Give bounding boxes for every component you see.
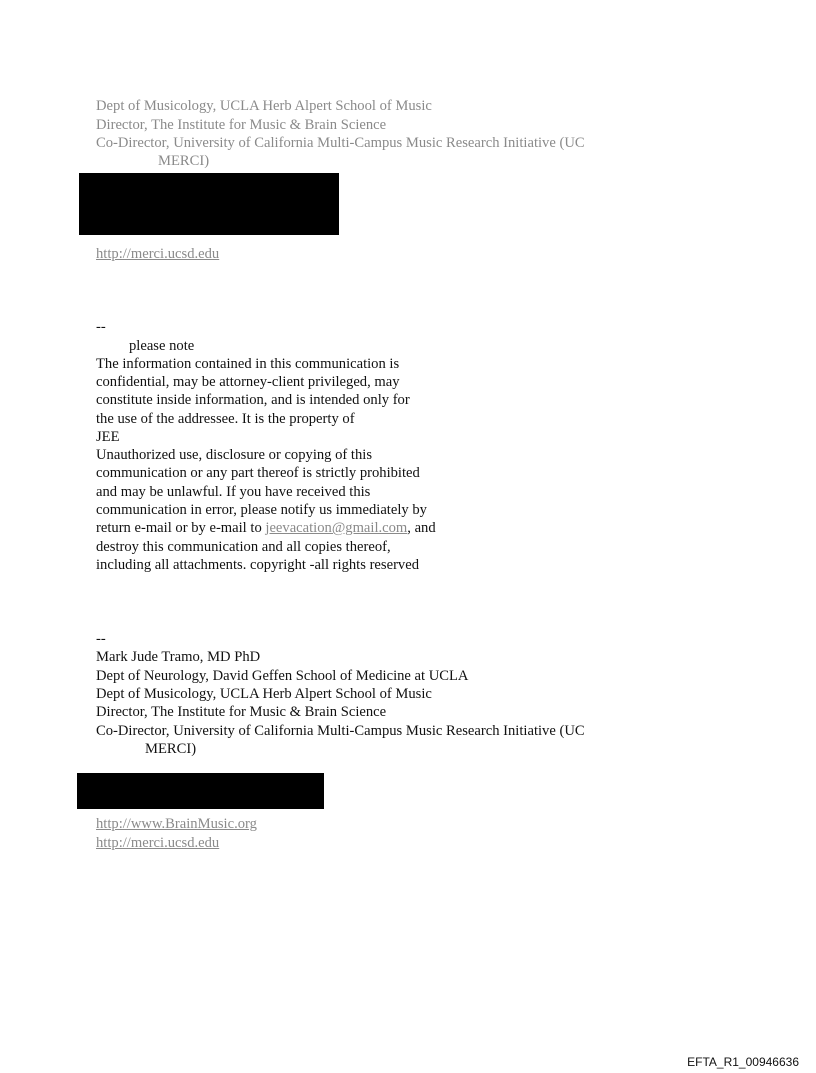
notice-email-post: , and (407, 520, 436, 536)
top-dept-musicology: Dept of Musicology, UCLA Herb Alpert School of Music (96, 98, 432, 114)
top-merci-link[interactable]: http://merci.ucsd.edu (96, 246, 220, 262)
notice-line: communication or any part thereof is strictly prohibited (96, 465, 420, 481)
signature-name: Mark Jude Tramo, MD PhD (96, 649, 261, 665)
brainmusic-link[interactable]: http://www.BrainMusic.org (96, 816, 257, 832)
signature-director: Director, The Institute for Music & Brain Science (96, 704, 387, 720)
notice-line: Unauthorized use, disclosure or copying of this (96, 447, 373, 463)
notice-line: destroy this communication and all copies thereof, (96, 539, 391, 555)
signature-separator: -- (96, 631, 106, 647)
redaction-block-bottom (77, 773, 324, 809)
notice-line: confidential, may be attorney-client privileged, may (96, 374, 400, 390)
notice-line: JEE (96, 429, 120, 445)
top-codirector-cont: MERCI) (158, 153, 210, 169)
notice-line: including all attachments. copyright -all rights reserved (96, 557, 419, 573)
notice-separator: -- (96, 319, 106, 335)
signature-dept-neurology: Dept of Neurology, David Geffen School of Medicine at UCLA (96, 668, 469, 684)
merci-link[interactable]: http://merci.ucsd.edu (96, 835, 220, 851)
notice-line: communication in error, please notify us immediately by (96, 502, 427, 518)
signature-dept-musicology: Dept of Musicology, UCLA Herb Alpert School of Music (96, 686, 432, 702)
redaction-block-top (79, 173, 339, 235)
notice-email-pre: return e-mail or by e-mail to (96, 520, 266, 536)
signature-codirector: Co-Director, University of California Multi-Campus Music Research Initiative (UC (96, 723, 585, 739)
notice-line: and may be unlawful. If you have received this (96, 484, 371, 500)
notice-heading: please note (129, 338, 195, 354)
top-director-line: Director, The Institute for Music & Brain Science (96, 117, 387, 133)
notice-line: constitute inside information, and is intended only for (96, 392, 410, 408)
top-codirector-line: Co-Director, University of California Multi-Campus Music Research Initiative (UC (96, 135, 585, 151)
signature-codirector-cont: MERCI) (145, 741, 197, 757)
notice-email-line (96, 519, 436, 537)
notice-line: the use of the addressee. It is the property of (96, 411, 355, 427)
email-link[interactable]: jeevacation@gmail.com (265, 520, 408, 536)
notice-line: The information contained in this communication is (96, 356, 400, 372)
document-id: EFTA_R1_00946636 (687, 1055, 799, 1069)
